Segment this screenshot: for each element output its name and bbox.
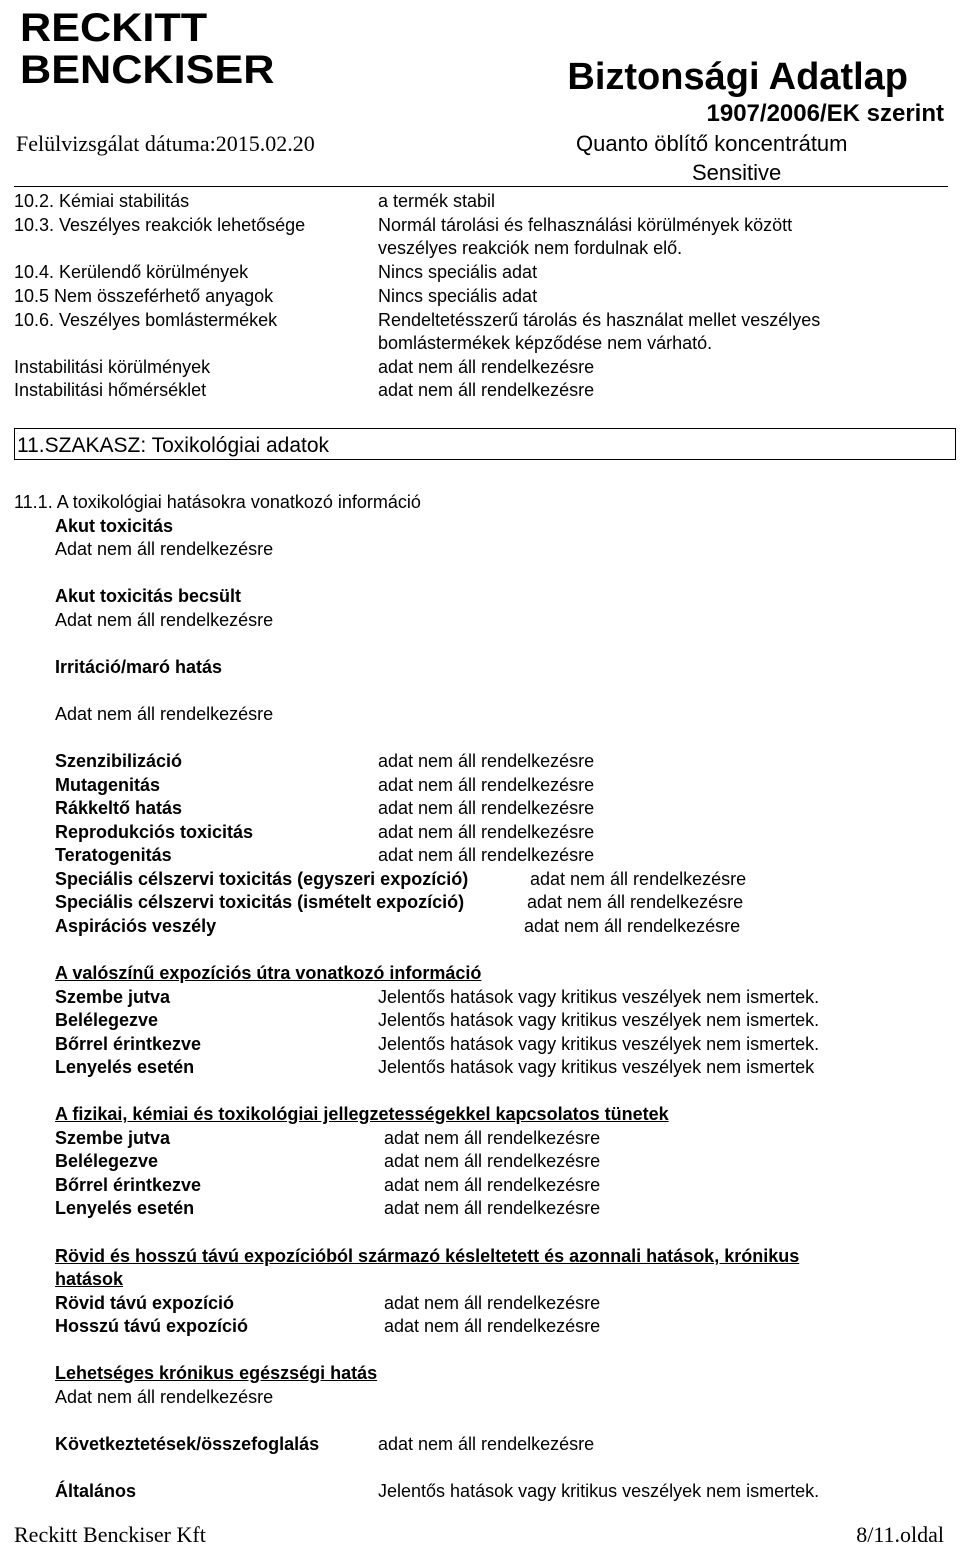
- general-value: Jelentős hatások vagy kritikus veszélyek nem ismertek.: [378, 1481, 820, 1501]
- route-label-eye: Szembe jutva: [55, 987, 171, 1007]
- stot-repeat-label: Speciális célszervi toxicitás (ismételt expozíció): [55, 892, 465, 912]
- aspiration-value: adat nem áll rendelkezésre: [524, 916, 741, 936]
- s10-value-incompatible: Nincs speciális adat: [378, 286, 538, 306]
- stot-single-label: Speciális célszervi toxicitás (egyszeri expozíció): [55, 869, 469, 889]
- symptoms-heading: A fizikai, kémiai és toxikológiai jellegzetességekkel kapcsolatos tünetek: [55, 1104, 669, 1124]
- footer-page-number: 8/11.oldal: [856, 1522, 944, 1547]
- effect-value-reproductive: adat nem áll rendelkezésre: [378, 822, 595, 842]
- effect-label-sensitisation: Szenzibilizáció: [55, 751, 183, 771]
- delayed-heading-line-2: hatások: [55, 1269, 124, 1289]
- company-logo: [20, 6, 275, 92]
- general-label: Általános: [55, 1481, 137, 1501]
- regulation-reference: 1907/2006/EK szerint: [706, 100, 944, 127]
- logo-line-2: BENCKISER: [20, 48, 275, 92]
- s10-label-instability-temp: Instabilitási hőmérséklet: [14, 380, 207, 400]
- s10-value-avoid: Nincs speciális adat: [378, 262, 538, 282]
- symptom-value-eye: adat nem áll rendelkezésre: [384, 1128, 601, 1148]
- symptom-label-skin: Bőrrel érintkezve: [55, 1175, 202, 1195]
- route-label-ingestion: Lenyelés esetén: [55, 1057, 195, 1077]
- chronic-heading: Lehetséges krónikus egészségi hatás: [55, 1363, 378, 1383]
- irritation-label: Irritáció/maró hatás: [55, 657, 223, 677]
- chronic-value: Adat nem áll rendelkezésre: [55, 1387, 274, 1407]
- irritation-value: Adat nem áll rendelkezésre: [55, 704, 274, 724]
- s10-label-avoid: 10.4. Kerülendő körülmények: [14, 262, 249, 282]
- revision-date: Felülvizsgálat dátuma:2015.02.20: [16, 131, 315, 156]
- route-value-eye: Jelentős hatások vagy kritikus veszélyek nem ismertek.: [378, 987, 820, 1007]
- symptom-value-ingestion: adat nem áll rendelkezésre: [384, 1198, 601, 1218]
- delayed-heading-line-1: Rövid és hosszú távú expozícióból származó késleltetett és azonnali hatások, krónikus: [55, 1246, 800, 1266]
- effect-label-carcinogenicity: Rákkeltő hatás: [55, 798, 183, 818]
- effect-value-sensitisation: adat nem áll rendelkezésre: [378, 751, 595, 771]
- route-value-skin: Jelentős hatások vagy kritikus veszélyek nem ismertek.: [378, 1034, 820, 1054]
- s10-label-stability: 10.2. Kémiai stabilitás: [14, 191, 190, 211]
- s10-value-decomposition: Rendeltetésszerű tárolás és használat mellet veszélyes: [378, 310, 821, 330]
- routes-heading: A valószínű expozíciós útra vonatkozó információ: [55, 963, 482, 983]
- delayed-value-short: adat nem áll rendelkezésre: [384, 1293, 601, 1313]
- s10-label-reactions: 10.3. Veszélyes reakciók lehetősége: [14, 215, 306, 235]
- route-label-skin: Bőrrel érintkezve: [55, 1034, 202, 1054]
- route-value-inhalation: Jelentős hatások vagy kritikus veszélyek nem ismertek.: [378, 1010, 820, 1030]
- conclusion-value: adat nem áll rendelkezésre: [378, 1434, 595, 1454]
- document-title: Biztonsági Adatlap: [567, 56, 908, 98]
- s10-label-incompatible: 10.5 Nem összeférhető anyagok: [14, 286, 274, 306]
- symptom-label-inhalation: Belélegezve: [55, 1151, 159, 1171]
- logo-line-1: RECKITT: [20, 6, 208, 50]
- acute-estimate-value: Adat nem áll rendelkezésre: [55, 610, 274, 630]
- acute-estimate-label: Akut toxicitás becsült: [55, 586, 242, 606]
- delayed-value-long: adat nem áll rendelkezésre: [384, 1316, 601, 1336]
- delayed-label-short: Rövid távú expozíció: [55, 1293, 235, 1313]
- effect-value-carcinogenicity: adat nem áll rendelkezésre: [378, 798, 595, 818]
- effect-label-teratogenicity: Teratogenitás: [55, 845, 172, 865]
- stot-repeat-value: adat nem áll rendelkezésre: [527, 892, 744, 912]
- s10-label-decomposition: 10.6. Veszélyes bomlástermékek: [14, 310, 278, 330]
- route-value-ingestion: Jelentős hatások vagy kritikus veszélyek nem ismertek: [378, 1057, 815, 1077]
- s10-value-instability-conditions: adat nem áll rendelkezésre: [378, 357, 595, 377]
- s10-value-reactions-cont: veszélyes reakciók nem fordulnak elő.: [378, 238, 683, 258]
- delayed-label-long: Hosszú távú expozíció: [55, 1316, 249, 1336]
- s10-value-decomposition-cont: bomlástermékek képződése nem várható.: [378, 333, 713, 353]
- route-label-inhalation: Belélegezve: [55, 1010, 159, 1030]
- stot-single-value: adat nem áll rendelkezésre: [530, 869, 747, 889]
- acute-toxicity-label: Akut toxicitás: [55, 516, 174, 536]
- product-name-line-1: Quanto öblítő koncentrátum: [576, 131, 848, 156]
- effect-value-teratogenicity: adat nem áll rendelkezésre: [378, 845, 595, 865]
- symptom-label-ingestion: Lenyelés esetén: [55, 1198, 195, 1218]
- s11-subheading: 11.1. A toxikológiai hatásokra vonatkozó információ: [14, 492, 421, 512]
- symptom-label-eye: Szembe jutva: [55, 1128, 171, 1148]
- acute-toxicity-value: Adat nem áll rendelkezésre: [55, 539, 274, 559]
- s10-value-stability: a termék stabil: [378, 191, 496, 211]
- header-divider: [14, 186, 948, 187]
- effect-label-mutagenicity: Mutagenitás: [55, 775, 161, 795]
- s10-value-reactions: Normál tárolási és felhasználási körülmények között: [378, 215, 793, 235]
- product-name-line-2: Sensitive: [692, 160, 782, 185]
- effect-value-mutagenicity: adat nem áll rendelkezésre: [378, 775, 595, 795]
- aspiration-label: Aspirációs veszély: [55, 916, 217, 936]
- effect-label-reproductive: Reprodukciós toxicitás: [55, 822, 254, 842]
- section-11-heading-box: [14, 428, 956, 460]
- section-11-heading: 11.SZAKASZ: Toxikológiai adatok: [17, 434, 330, 457]
- s10-label-instability-conditions: Instabilitási körülmények: [14, 357, 211, 377]
- footer-company: Reckitt Benckiser Kft: [14, 1522, 206, 1547]
- symptom-value-inhalation: adat nem áll rendelkezésre: [384, 1151, 601, 1171]
- symptom-value-skin: adat nem áll rendelkezésre: [384, 1175, 601, 1195]
- conclusion-label: Következtetések/összefoglalás: [55, 1434, 320, 1454]
- s10-value-instability-temp: adat nem áll rendelkezésre: [378, 380, 595, 400]
